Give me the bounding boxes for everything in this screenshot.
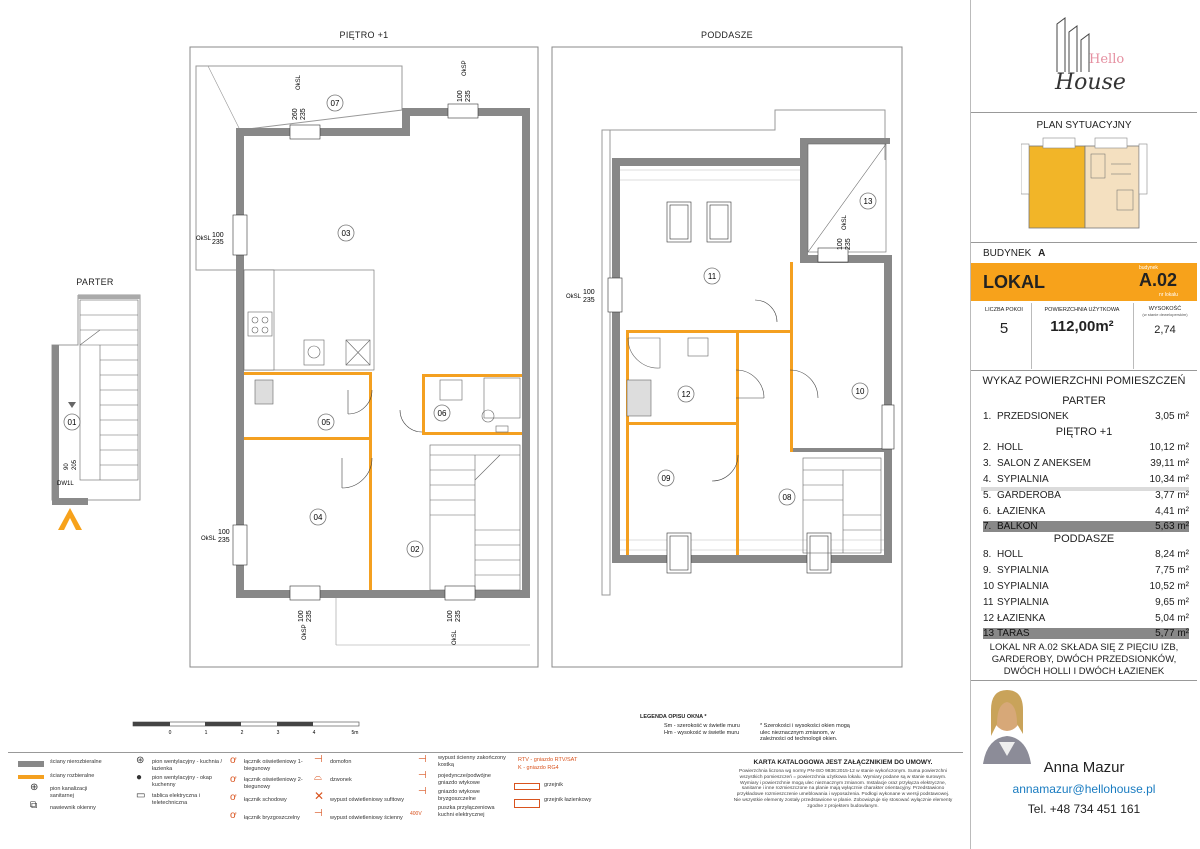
ceiling-light-icon: ✕ xyxy=(314,789,325,803)
poddasze-plan xyxy=(566,110,894,595)
pietro-plan xyxy=(196,60,530,645)
window-tag: OkSL xyxy=(196,236,212,242)
socket-icon: ⊣ xyxy=(418,770,427,781)
info-panel xyxy=(970,0,1197,849)
legend-label: pojedyncze/podwójne gniazdo wtykowe xyxy=(438,773,491,786)
room-number-08: 08 xyxy=(782,493,792,502)
window-tag: OkSL xyxy=(566,294,582,300)
bell-icon: ⌓ xyxy=(314,772,322,783)
catalog-card-title: KARTA KATALOGOWA JEST ZAŁĄCZNIKIEM DO UMOWY. xyxy=(753,759,933,766)
room-row: 1. PRZEDSIONEK 3,05 m² xyxy=(983,411,1189,422)
room-row: 11 SYPIALNIA 9,65 m² xyxy=(983,597,1189,608)
panel-icon: ▭ xyxy=(136,790,146,801)
room-number-13: 13 xyxy=(863,197,873,206)
scale-bar xyxy=(133,722,359,736)
legend-label: nawiewnik okienny xyxy=(50,805,96,811)
vent-icon: ⊛ xyxy=(136,755,145,766)
room-number-06: 06 xyxy=(437,409,447,418)
floor-title-pietro: PIĘTRO +1 xyxy=(339,30,389,40)
window-height: 235 xyxy=(583,297,595,304)
legend-label: pion wentylacyjny - kuchnia / łazienka xyxy=(152,759,223,772)
lokal-small-top: budynek xyxy=(1139,265,1158,271)
building-row xyxy=(983,248,1045,259)
window-width: 100 xyxy=(447,610,454,622)
entrance-arrow-icon xyxy=(58,508,82,530)
scale-tick: 3 xyxy=(276,730,280,736)
legend-partition-swatch xyxy=(18,775,44,779)
legend xyxy=(8,752,963,841)
scale-tick: 2 xyxy=(240,730,244,736)
room-row: 12 ŁAZIENKA 5,04 m² xyxy=(983,613,1189,624)
room-row: 4. SYPIALNIA 10,34 m² xyxy=(983,474,1189,485)
legend-label: gniazdo wtykowe bryzgoszczelne xyxy=(438,789,480,802)
legend-label: wypust oświetleniowy ścienny xyxy=(330,815,403,821)
situational-title: PLAN SYTUACYJNY xyxy=(1036,120,1132,131)
scale-tick: 0 xyxy=(168,730,172,736)
legend-label: łącznik bryzgoszczelny xyxy=(244,815,300,821)
lokal-summary: LOKAL NR A.02 SKŁADA SIĘ Z PIĘCIU IZB, GARDEROBY, DWÓCH PRZEDSIONKÓW, DWÓCH HOLLI I DWÓCH ŁAZIENEK xyxy=(989,642,1179,677)
window-height: 235 xyxy=(845,238,852,250)
room-row: 2. HOLL 10,12 m² xyxy=(983,442,1189,453)
room-row: 5. GARDEROBA 3,77 m² xyxy=(983,490,1189,501)
stair-switch-icon: ơ xyxy=(230,792,237,803)
agent-phone[interactable]: Tel. +48 734 451 161 xyxy=(1027,802,1141,816)
height-sub: (w stanie deweloperskim) xyxy=(1142,312,1188,317)
area-label: POWIERZCHNIA UŻYTKOWA xyxy=(1044,307,1120,313)
legend-label: pion kanalizacji sanitarnej xyxy=(50,786,88,799)
area-value: 112,00m² xyxy=(1050,318,1114,335)
window-height: 235 xyxy=(455,610,462,622)
room-row: 3. SALON Z ANEKSEM 39,11 m² xyxy=(983,458,1189,469)
window-width: 260 xyxy=(292,108,299,120)
room-row: 9. SYPIALNIA 7,75 m² xyxy=(983,565,1189,576)
legend-label: tablica elektryczna i teletechniczna xyxy=(152,793,200,806)
floor-title-parter: PARTER xyxy=(76,277,114,287)
legend-label: ściany rozbieralne xyxy=(50,773,95,779)
agent-name: Anna Mazur xyxy=(1043,759,1125,776)
window-tag: OkSP xyxy=(462,60,468,76)
legend-label: wypust oświetleniowy sufitowy xyxy=(330,797,404,803)
legend-label: łącznik oświetleniowy 1-biegunowy xyxy=(244,759,303,772)
parter-plan xyxy=(52,295,140,530)
door-height: 205 xyxy=(72,459,78,470)
room-number-02: 02 xyxy=(410,545,420,554)
room-number-10: 10 xyxy=(855,387,865,396)
window-width: 100 xyxy=(298,610,305,622)
height-value: 2,74 xyxy=(1154,324,1176,336)
window-tag: OkSP xyxy=(302,624,308,640)
window-width: 100 xyxy=(583,289,595,296)
situational-plan xyxy=(1021,134,1151,234)
window-legend xyxy=(640,714,850,742)
voltage-label: 400V xyxy=(410,811,422,817)
legend-label: puszka przyłączeniowa kuchni elektrycznej xyxy=(438,805,495,818)
room-row: 7. BALKON 5,63 m² xyxy=(983,521,1189,532)
group-parter: PARTER xyxy=(1062,395,1106,407)
window-width: 100 xyxy=(457,90,464,102)
room-number-12: 12 xyxy=(681,390,691,399)
room-number-04: 04 xyxy=(313,513,323,522)
vent-inlet-icon: ⧉ xyxy=(30,800,38,811)
legend-label: grzejnik xyxy=(544,782,563,788)
agent-avatar xyxy=(977,684,1037,764)
splash-switch-icon: ơ xyxy=(230,810,237,821)
room-number-05: 05 xyxy=(321,418,331,427)
window-height: 235 xyxy=(300,108,307,120)
room-number-03: 03 xyxy=(341,229,351,238)
window-width: 100 xyxy=(837,238,844,250)
room-row: 13 TARAS 5,77 m² xyxy=(983,628,1189,639)
room-list-title: WYKAZ POWIERZCHNI POMIESZCZEŃ xyxy=(982,375,1186,387)
window-legend-line: Sm - szerokość w świetle muru xyxy=(664,723,740,729)
legend-label: łącznik oświetleniowy 2-biegunowy xyxy=(244,777,303,790)
window-height: 235 xyxy=(465,90,472,102)
window-legend-title: LEGENDA OPISU OKNA * xyxy=(640,714,707,720)
legend-label: K - gniazdo RG4 xyxy=(518,765,559,771)
legend-label: grzejnik łazienkowy xyxy=(544,797,592,803)
legend-label: RTV - gniazdo RTV/SAT xyxy=(518,757,578,763)
room-row: 8. HOLL 8,24 m² xyxy=(983,549,1189,560)
window-tag: OkSL xyxy=(452,629,458,645)
intercom-icon: ⊣ xyxy=(314,754,323,765)
room-row: 10 SYPIALNIA 10,52 m² xyxy=(983,581,1189,592)
logo-house: House xyxy=(1055,70,1126,95)
hood-icon: ● xyxy=(136,772,143,783)
group-pietro: PIĘTRO +1 xyxy=(1055,426,1113,438)
window-legend-line: Hm - wysokość w świetle muru xyxy=(664,730,740,736)
room-number-09: 09 xyxy=(661,474,671,483)
window-width: 100 xyxy=(218,529,230,536)
lokal-banner xyxy=(971,263,1197,301)
outlet-icon: ⊣ xyxy=(418,754,427,765)
socket-splash-icon: ⊣ xyxy=(418,786,427,797)
door-width: 90 xyxy=(64,463,70,470)
bath-radiator-icon xyxy=(514,799,540,808)
window-height: 235 xyxy=(212,239,224,246)
legend-label: dzwonek xyxy=(330,777,352,783)
group-poddasze: PODDASZE xyxy=(1053,533,1115,545)
scale-tick: 1 xyxy=(204,730,208,736)
window-width: 100 xyxy=(212,232,224,239)
building-value: A xyxy=(1038,248,1046,259)
legend-wall-swatch xyxy=(18,761,44,767)
rooms-value: 5 xyxy=(999,320,1009,337)
building-label: BUDYNEK xyxy=(983,248,1032,259)
height-label: WYSOKOŚĆ xyxy=(1148,306,1182,312)
window-height: 235 xyxy=(218,537,230,544)
sewer-icon: ⊕ xyxy=(30,782,39,793)
agent-email-link[interactable]: annamazur@hellohouse.pl xyxy=(1012,782,1156,796)
floor-title-poddasze: PODDASZE xyxy=(701,30,753,40)
room-number-01: 01 xyxy=(67,418,77,427)
door-label: DW1L xyxy=(57,481,74,487)
lokal-label: LOKAL xyxy=(983,272,1045,292)
catalog-card-text: Powierzchnia liczona wg normy PN-ISO 9836:2015-12 w stanie wykończonym. Suma powierzchni wszystkich pomieszczeń = powierzchnia użytkowa lokalu. Wymiary podane są w stanie surowym. Wymiary i powierzchnie mogą ulec nieznacznym zmianom. Instalacje oraz przyłącza elektryczne, sanitarne i inne rozmieszczone na planie mają wyłącznie charakter orientacyjny. Przedstawiono przykładowe rozmieszczenie umeblowania i wyposażenia. Podłogi wykonane w wersji podstawowej. Nie wszystkie elementy zostały przedstawione w planie. Zobowiązuje się stosować wyłącznie elementy zgodne z projektem budowlanym. xyxy=(733,769,953,809)
scale-tick: 5m xyxy=(351,730,359,736)
lokal-small-bottom: nr lokalu xyxy=(1159,292,1178,298)
legend-label: pion wentylacyjny - okap kuchenny xyxy=(152,775,212,788)
room-number-07: 07 xyxy=(330,99,340,108)
legend-label: wypust ścienny zakończony kostką xyxy=(438,755,506,768)
wall-light-icon: ⊣ xyxy=(314,808,323,819)
legend-label: ściany nierozbieralne xyxy=(50,759,102,765)
lokal-code: A.02 xyxy=(1139,270,1178,290)
window-tag: OkSL xyxy=(842,214,848,230)
window-tag: OkSL xyxy=(296,74,302,90)
window-tag: OkSL xyxy=(201,536,217,542)
room-row: 6. ŁAZIENKA 4,41 m² xyxy=(983,506,1189,517)
scale-tick: 4 xyxy=(312,730,316,736)
legend-label: domofon xyxy=(330,759,352,765)
switch1-icon: ơ xyxy=(230,755,237,766)
room-number-11: 11 xyxy=(707,272,717,281)
window-legend-note: * Szerokości i wysokości okien mogą ulec nieznacznym zmianom, w zależności od technologii okien. xyxy=(760,723,850,742)
window-height: 235 xyxy=(306,610,313,622)
switch2-icon: ơ xyxy=(230,774,237,785)
legend-label: łącznik schodowy xyxy=(244,797,287,803)
rooms-label: LICZBA POKOI xyxy=(985,307,1023,313)
radiator-icon xyxy=(514,783,540,790)
logo-hello: Hello xyxy=(1089,52,1125,67)
